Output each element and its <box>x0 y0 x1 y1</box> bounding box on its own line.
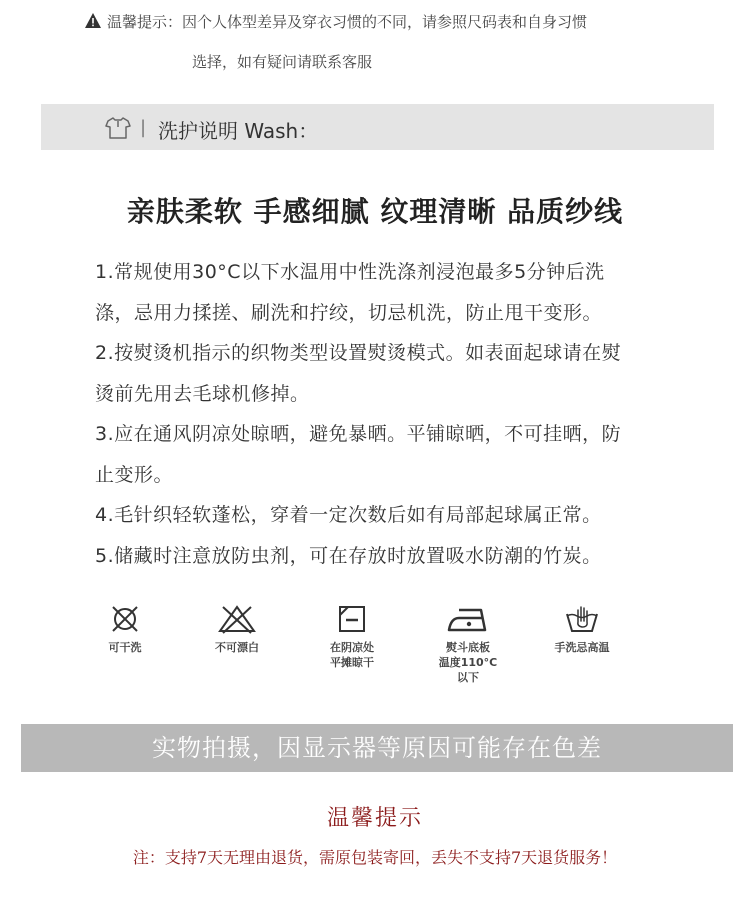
care-label: 不可漂白 <box>215 641 259 654</box>
warning-triangle-icon <box>84 12 102 30</box>
instruction-line: 3.应在通风阴凉处晾晒，避免暴晒。平铺晾晒，不可挂晒，防 <box>95 423 622 445</box>
care-label <box>302 640 402 670</box>
instruction-line: 涤，忌用力揉搓、刷洗和拧绞，切忌机洗，防止甩干变形。 <box>95 301 603 324</box>
iron-110-icon <box>445 604 491 634</box>
wash-separator: | <box>140 117 147 138</box>
notice-line-2: 选择，如有疑问请联系客服 <box>192 53 373 71</box>
wash-header-bar <box>41 104 714 150</box>
no-bleach-icon <box>214 604 260 634</box>
instruction-line: 1.常规使用30°C以下水温用中性洗涤剂浸泡最多5分钟后洗 <box>95 261 605 283</box>
product-headline: 亲肤柔软 手感细腻 纹理清晰 品质纱线 <box>126 195 624 228</box>
return-policy-note: 注：支持7天无理由退货，需原包装寄回，丢失不支持7天退货服务！ <box>132 848 618 867</box>
instruction-line: 4.毛针织轻软蓬松，穿着一定次数后如有局部起球属正常。 <box>95 504 602 526</box>
instruction-line: 5.储藏时注意放防虫剂，可在存放时放置吸水防潮的竹炭。 <box>95 544 602 567</box>
care-symbol-iron <box>418 604 518 685</box>
photo-disclaimer-bar <box>21 724 733 772</box>
care-label: 可干洗 <box>108 641 142 654</box>
care-label: 手洗忌高温 <box>554 641 610 654</box>
care-label-line: 温度110°C <box>438 656 498 669</box>
instruction-line: 烫前先用去毛球机修掉。 <box>95 382 310 405</box>
care-symbol-hand-wash <box>532 604 632 655</box>
care-label-line: 平摊晾干 <box>330 656 374 669</box>
care-symbol-shade-flat-dry <box>302 604 402 670</box>
notice-line-1: 温馨提示：因个人体型差异及穿衣习惯的不同，请参照尺码表和自身习惯 <box>107 13 588 31</box>
care-label-line: 以下 <box>457 671 479 684</box>
shirt-icon <box>105 116 131 140</box>
care-label-line: 在阴凉处 <box>330 641 374 654</box>
instruction-line: 止变形。 <box>95 463 174 486</box>
photo-disclaimer-text: 实物拍摄，因显示器等原因可能存在色差 <box>152 734 602 762</box>
instruction-line: 2.按熨烫机指示的织物类型设置熨烫模式。如表面起球请在熨 <box>95 342 622 364</box>
tip-title: 温馨提示 <box>326 806 423 831</box>
care-label <box>418 640 518 685</box>
hand-wash-icon <box>563 604 601 634</box>
wash-title: 洗护说明 Wash： <box>158 119 319 143</box>
care-symbol-no-bleach <box>187 604 287 655</box>
care-symbol-dry-clean <box>75 604 175 655</box>
care-instructions <box>95 252 675 576</box>
notice-section <box>0 0 750 82</box>
shade-flat-dry-icon <box>337 604 367 634</box>
care-label-line: 熨斗底板 <box>446 641 490 654</box>
dry-clean-icon <box>110 604 140 634</box>
